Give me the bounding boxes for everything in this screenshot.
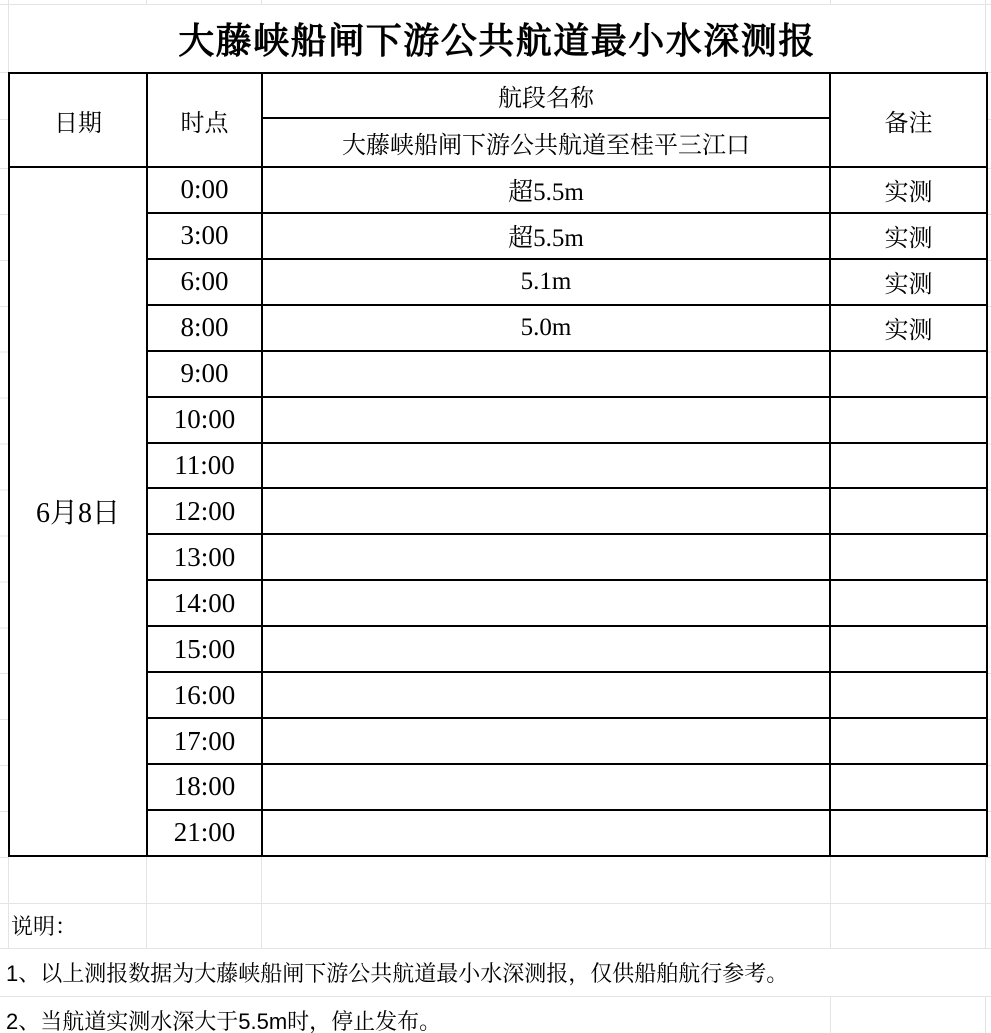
remark-cell (830, 351, 987, 397)
depth-cell: 超5.5m (262, 167, 830, 213)
remark-cell: 实测 (830, 305, 987, 351)
header-remark: 备注 (830, 73, 987, 167)
time-cell: 18:00 (147, 764, 262, 810)
header-segment-name: 大藤峡船闸下游公共航道至桂平三江口 (262, 118, 830, 167)
time-cell: 10:00 (147, 397, 262, 443)
depth-cell (262, 580, 830, 626)
depth-report-table (8, 72, 988, 857)
depth-cell (262, 534, 830, 580)
depth-cell (262, 351, 830, 397)
depth-cell (262, 397, 830, 443)
depth-cell (262, 672, 830, 718)
time-cell: 16:00 (147, 672, 262, 718)
remark-cell: 实测 (830, 167, 987, 213)
remark-cell (830, 672, 987, 718)
depth-cell (262, 718, 830, 764)
table-row (9, 580, 987, 626)
remark-cell: 实测 (830, 213, 987, 259)
time-cell: 9:00 (147, 351, 262, 397)
note-item-1: 1、以上测报数据为大藤峡船闸下游公共航道最小水深测报，仅供船舶航行参考。 (6, 960, 789, 986)
time-cell: 17:00 (147, 718, 262, 764)
remark-cell (830, 580, 987, 626)
gridline (0, 168, 8, 858)
table-row (9, 672, 987, 718)
time-cell: 15:00 (147, 626, 262, 672)
time-cell: 12:00 (147, 488, 262, 534)
table-row (9, 305, 987, 351)
remark-cell (830, 718, 987, 764)
remark-cell (830, 810, 987, 856)
header-time: 时点 (147, 73, 262, 167)
depth-cell: 5.1m (262, 259, 830, 305)
remark-cell (830, 443, 987, 489)
time-cell: 21:00 (147, 810, 262, 856)
depth-cell (262, 488, 830, 534)
table-row (9, 351, 987, 397)
table-row (9, 626, 987, 672)
depth-cell: 超5.5m (262, 213, 830, 259)
remark-cell: 实测 (830, 259, 987, 305)
time-cell: 11:00 (147, 443, 262, 489)
report-title: 大藤峡船闸下游公共航道最小水深测报 (178, 19, 816, 61)
table-row (9, 488, 987, 534)
table-row (9, 764, 987, 810)
notes-label: 说明： (11, 914, 78, 939)
table-row (9, 534, 987, 580)
remark-cell (830, 397, 987, 443)
remark-cell (830, 534, 987, 580)
remark-cell (830, 488, 987, 534)
table-row (9, 259, 987, 305)
table-row (9, 810, 987, 856)
time-cell: 6:00 (147, 259, 262, 305)
gridline (0, 119, 8, 120)
header-segment: 航段名称 (262, 73, 830, 118)
date-cell: 6月8日 (9, 167, 147, 856)
gridline (0, 72, 8, 73)
depth-cell (262, 764, 830, 810)
time-cell: 13:00 (147, 534, 262, 580)
note-item-2: 2、当航道实测水深大于5.5m时，停止发布。 (6, 1008, 442, 1033)
time-cell: 14:00 (147, 580, 262, 626)
time-cell: 3:00 (147, 213, 262, 259)
table-row (9, 718, 987, 764)
depth-cell: 5.0m (262, 305, 830, 351)
table-row (9, 167, 987, 213)
table-row (9, 443, 987, 489)
depth-cell (262, 626, 830, 672)
time-cell: 0:00 (147, 167, 262, 213)
time-cell: 8:00 (147, 305, 262, 351)
depth-cell (262, 810, 830, 856)
table-row (9, 213, 987, 259)
remark-cell (830, 764, 987, 810)
depth-cell (262, 443, 830, 489)
remark-cell (830, 626, 987, 672)
header-date: 日期 (9, 73, 147, 167)
table-row (9, 397, 987, 443)
